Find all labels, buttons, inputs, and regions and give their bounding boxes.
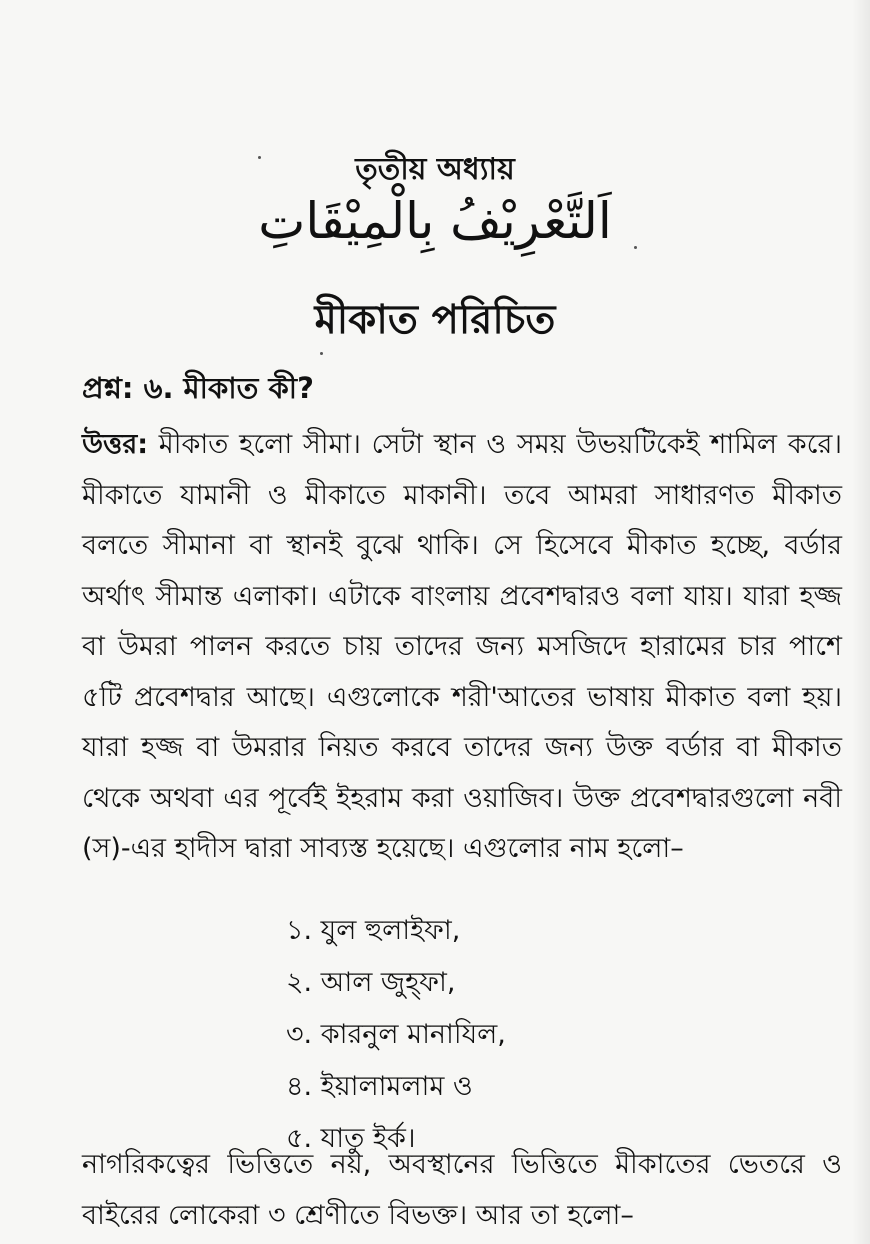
print-speck bbox=[258, 156, 261, 159]
chapter-title: মীকাত পরিচিত bbox=[314, 297, 556, 343]
chapter-label: তৃতীয় অধ্যায় bbox=[355, 152, 515, 187]
answer-text: মীকাত হলো সীমা। সেটা স্থান ও সময় উভয়টিকেই শামিল করে। মীকাতে যামানী ও মীকাতে মাকানী। তবে আমরা সাধারণত মীকাত বলতে সীমানা বা স্থানই বুঝে থাকি। সে হিসেবে মীকাত হচ্ছে, বর্ডার অর্থাৎ সীমান্ত এলাকা। এটাকে বাংলায় প্রবেশদ্বারও বলা যায়। যারা হজ্জ বা উমরা পালন করতে চায় তাদের জন্য মসজিদে হারামের চার পাশে ৫টি প্রবেশদ্বার আছে। এগুলোকে শরী'আতের ভাষায় মীকাত বলা হয়। যারা হজ্জ বা উমরার নিয়ত করবে তাদের জন্য উক্ত বর্ডার বা মীকাত থেকে অথবা এর পূর্বেই ইহরাম করা ওয়াজিব। উক্ত প্রবেশদ্বারগুলো নবী (স)-এর হাদীস দ্বারা সাব্যস্ত হয়েছে। এগুলোর নাম হলো– bbox=[82, 429, 842, 864]
list-item: ৩. কারনুল মানাযিল, bbox=[286, 1019, 506, 1050]
list-item: ৪. ইয়ালামলাম ও bbox=[286, 1071, 473, 1102]
closing-paragraph: নাগরিকত্বের ভিত্তিতে নয়, অবস্থানের ভিত্তিতে মীকাতের ভেতরে ও বাইরের লোকেরা ৩ শ্রেণীতে বিভক্ত। আর তা হলো– bbox=[82, 1149, 842, 1231]
list-item: ৫. যাতু ইর্ক। bbox=[286, 1123, 416, 1154]
answer-label: উত্তর: bbox=[82, 429, 148, 460]
list-item: ২. আল জুহ্‌ফা, bbox=[286, 967, 456, 998]
miqat-list bbox=[286, 905, 506, 1165]
print-speck bbox=[634, 246, 637, 249]
print-speck bbox=[320, 352, 323, 355]
list-item: ১. যুল হুলাইফা, bbox=[286, 915, 461, 946]
answer-paragraph bbox=[82, 420, 842, 875]
arabic-title: اَلتَّعْرِيْفُ بِالْمِيْقَاتِ bbox=[258, 192, 612, 250]
question-heading: প্রশ্ন: ৬. মীকাত কী? bbox=[82, 371, 314, 405]
